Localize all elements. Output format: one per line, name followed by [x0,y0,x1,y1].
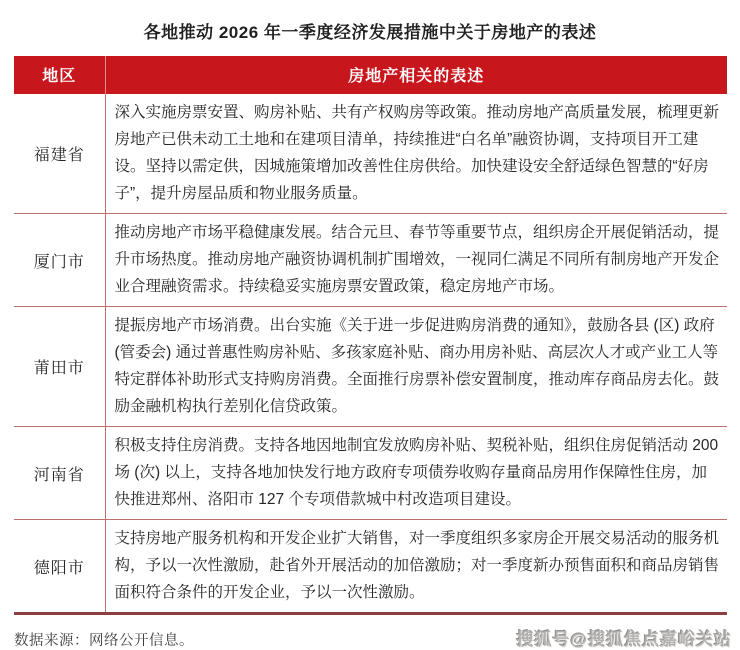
header-row [14,56,727,94]
table-row [14,94,727,214]
data-source-note: 数据来源：网络公开信息。 [14,633,194,649]
table-header [14,56,727,94]
region-cell: 河南省 [14,427,105,520]
footer [14,625,732,650]
page-title: 各地推动 2026 年一季度经济发展措施中关于房地产的表述 [143,23,597,42]
description-cell: 深入实施房票安置、购房补贴、共有产权购房等政策。推动房地产高质量发展，梳理更新房地产已供未动工土地和在建项目清单，持续推进“白名单”融资协调，支持项目开工建设。坚持以需定供，因城施策增加改善性住房供给。加快建设安全舒适绿色智慧的“好房子”，提升房屋品质和物业服务质量。 [114,104,720,202]
description-cell: 积极支持住房消费。支持各地因地制宜发放购房补贴、契税补贴，组织住房促销活动 200 场 (次) 以上，支持各地加快发行地方政府专项债券收购存量商品房用作保障性住房，加快推进郑州、洛阳市 127 个专项借款城中村改造项目建设。 [105,427,727,520]
description-cell: 支持房地产服务机构和开发企业扩大销售，对一季度组织多家房企开展交易活动的服务机构，予以一次性激励，赴省外开展活动的加倍激励；对一季度新办预售面积和商品房销售面积符合条件的开发企业，予以一次性激励。 [105,520,727,614]
sohu-watermark: 搜狐号@搜狐焦点嘉峪关站 [516,630,732,649]
table-row [14,520,727,614]
table-body [14,94,727,614]
description-cell: 提振房地产市场消费。出台实施《关于进一步促进购房消费的通知》，鼓励各县 (区) 政府 (管委会) 通过普惠性购房补贴、多孩家庭补贴、商办用房补贴、高层次人才或产业工人等特定群体补助形式支持购房消费。全面推行房票补偿安置制度，推动库存商品房去化。鼓励金融机构执行差别化信贷政策。 [105,307,727,427]
region-cell: 厦门市 [14,214,105,307]
column-header-region: 地区 [14,56,105,94]
table-row [14,214,727,307]
region-cell: 德阳市 [14,520,105,614]
policy-table [14,56,727,615]
table-row [14,427,727,520]
region-cell: 莆田市 [14,307,105,427]
region-cell: 福建省 [14,94,105,214]
description-cell: 推动房地产市场平稳健康发展。结合元旦、春节等重要节点，组织房企开展促销活动，提升市场热度。推动房地产融资协调机制扩围增效，一视同仁满足不同所有制房地产开发企业合理融资需求。持续稳妥实施房票安置政策，稳定房地产市场。 [105,214,727,307]
column-header-description: 房地产相关的表述 [105,56,727,94]
table-row [14,307,727,427]
